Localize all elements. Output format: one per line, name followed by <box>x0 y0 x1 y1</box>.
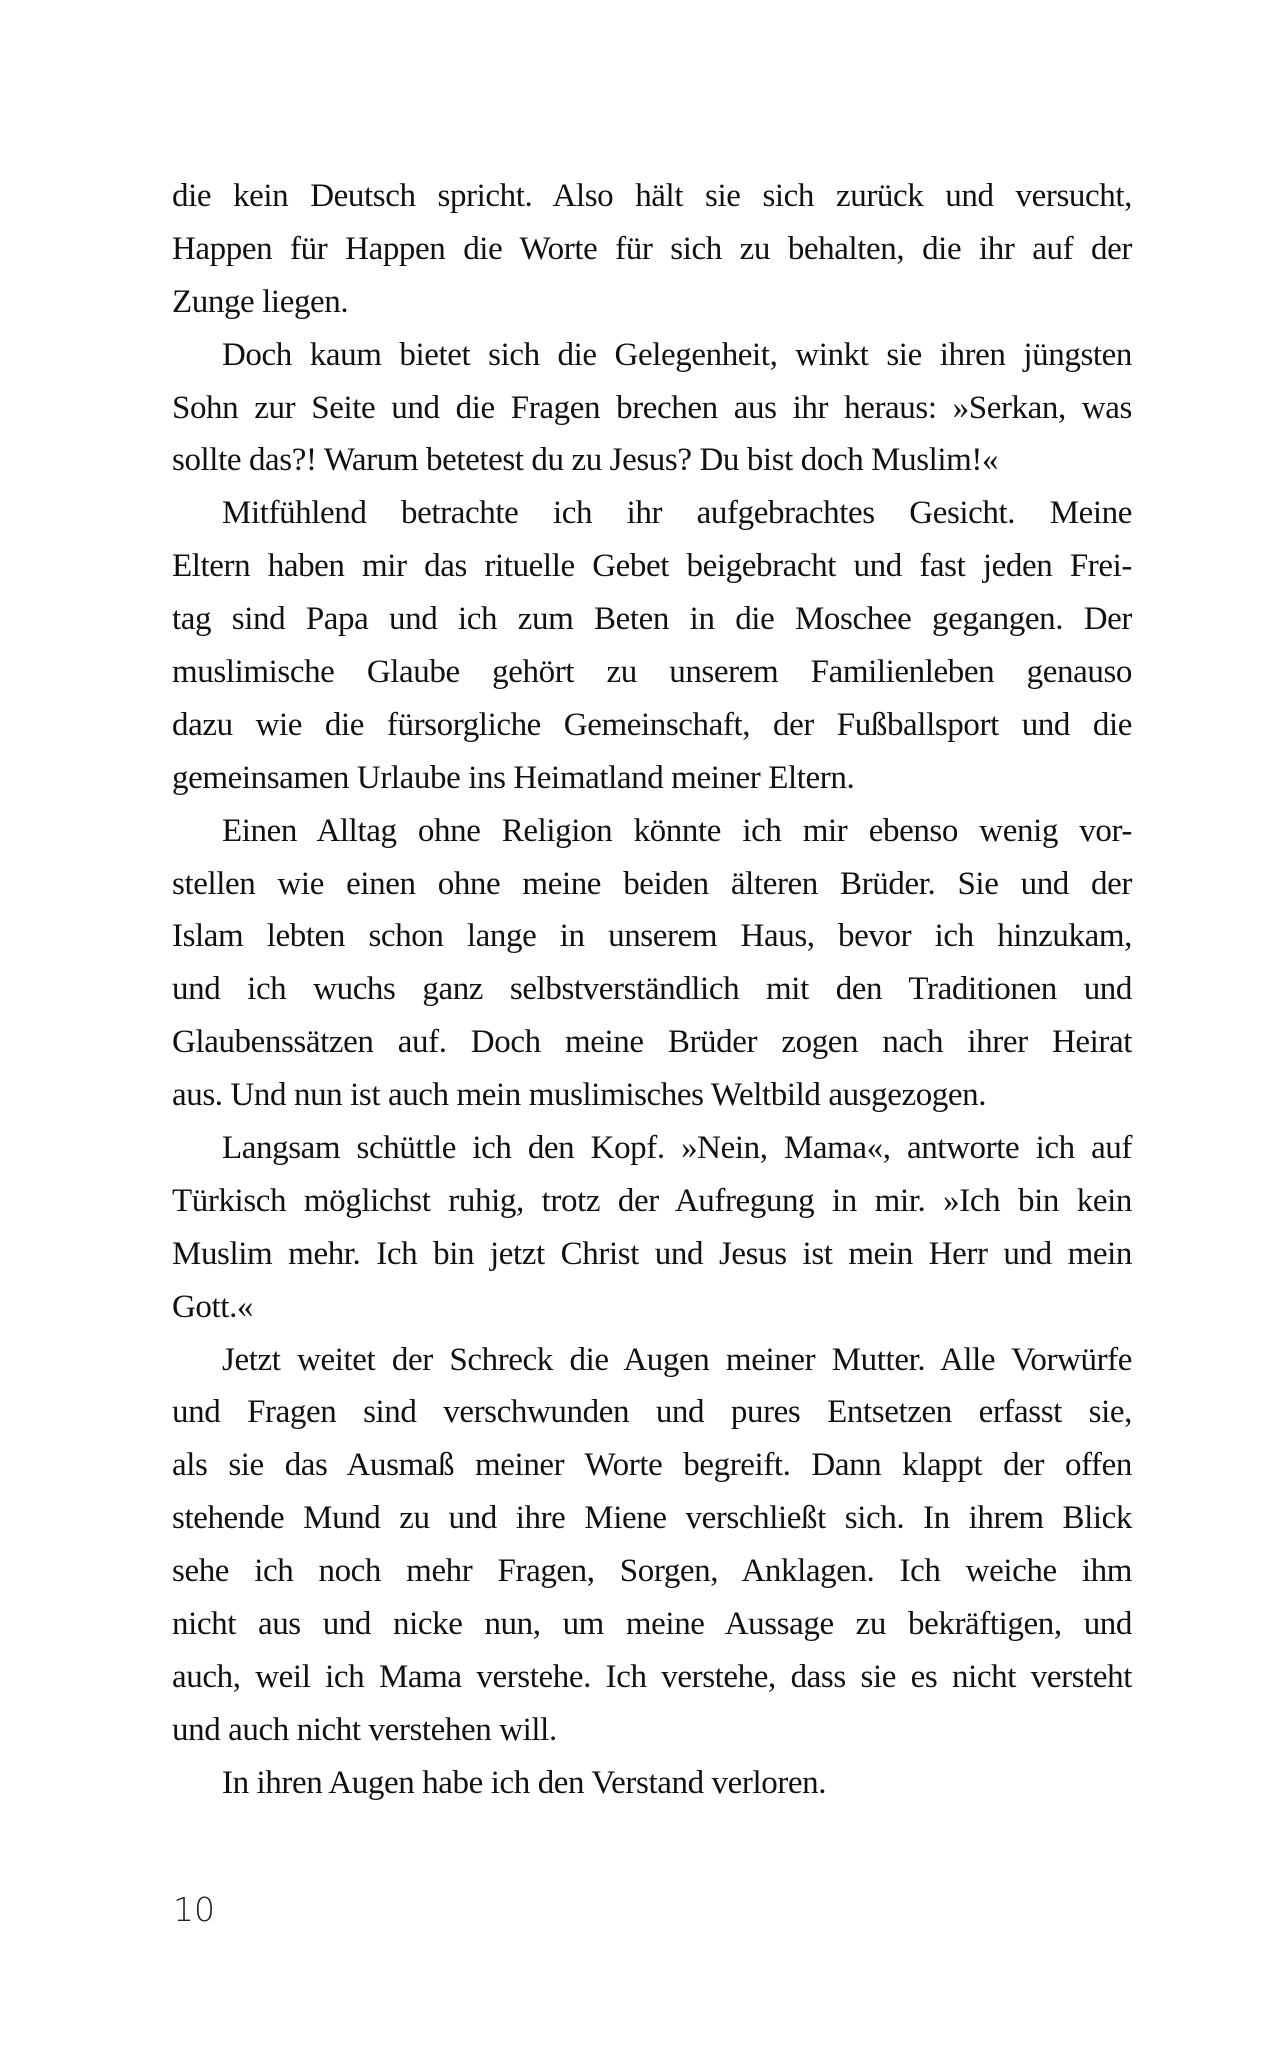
text-line: und Fragen sind verschwunden und pures Entsetzen erfasst sie, <box>172 1394 1132 1431</box>
text-line: sehe ich noch mehr Fragen, Sorgen, Anklagen. Ich weiche ihm <box>172 1553 1132 1590</box>
text-line: dazu wie die fürsorgliche Gemeinschaft, der Fußballsport und die <box>172 706 1132 743</box>
text-line: Doch kaum bietet sich die Gelegenheit, winkt sie ihren jüngsten <box>222 336 1132 373</box>
text-line: und auch nicht verstehen will. <box>172 1711 557 1748</box>
text-line: Mitfühlend betrachte ich ihr aufgebrachtes Gesicht. Meine <box>222 495 1132 532</box>
paragraph <box>172 805 1132 1122</box>
text-line: die kein Deutsch spricht. Also hält sie sich zurück und versucht, <box>172 178 1132 214</box>
text-line: Zunge liegen. <box>172 283 349 320</box>
paragraph <box>172 487 1132 804</box>
text-line: Happen für Happen die Worte für sich zu behalten, die ihr auf der <box>172 230 1132 267</box>
text-line: und ich wuchs ganz selbstverständlich mit den Traditionen und <box>172 971 1132 1008</box>
text-line: aus. Und nun ist auch mein muslimisches Weltbild ausgezogen. <box>172 1077 987 1114</box>
text-line: stellen wie einen ohne meine beiden älteren Brüder. Sie und der <box>172 865 1132 902</box>
text-line: gemeinsamen Urlaube ins Heimatland meiner Eltern. <box>172 759 855 796</box>
paragraph <box>172 1334 1132 1757</box>
text-line: auch, weil ich Mama verstehe. Ich verstehe, dass sie es nicht versteht <box>172 1658 1132 1695</box>
text-line: stehende Mund zu und ihre Miene verschließt sich. In ihrem Blick <box>172 1500 1132 1537</box>
text-line: Jetzt weitet der Schreck die Augen meiner Mutter. Alle Vorwürfe <box>222 1341 1132 1378</box>
text-line: Langsam schüttle ich den Kopf. »Nein, Mama«, antworte ich auf <box>222 1130 1132 1167</box>
text-line: muslimische Glaube gehört zu unserem Familienleben genauso <box>172 654 1132 691</box>
text-line: sollte das?! Warum betetest du zu Jesus? Du bist doch Muslim!« <box>172 442 999 479</box>
paragraph <box>172 329 1132 488</box>
text-line: Türkisch möglichst ruhig, trotz der Aufregung in mir. »Ich bin kein <box>172 1182 1132 1219</box>
text-line: Muslim mehr. Ich bin jetzt Christ und Jesus ist mein Herr und mein <box>172 1235 1132 1272</box>
text-line: In ihren Augen habe ich den Verstand verloren. <box>222 1764 827 1801</box>
paragraph <box>172 1122 1132 1334</box>
text-line: als sie das Ausmaß meiner Worte begreift. Dann klappt der offen <box>172 1447 1132 1484</box>
page-number: 10 <box>173 1890 215 1929</box>
body-text <box>172 170 1132 1810</box>
text-line: Eltern haben mir das rituelle Gebet beigebracht und fast jeden Frei- <box>172 548 1132 585</box>
text-line: Einen Alltag ohne Religion könnte ich mir ebenso wenig vor- <box>222 812 1132 849</box>
text-line: Gott.« <box>172 1288 254 1325</box>
text-line: Islam lebten schon lange in unserem Haus, bevor ich hinzukam, <box>172 918 1132 955</box>
text-line: nicht aus und nicke nun, um meine Aussage zu bekräftigen, und <box>172 1606 1132 1643</box>
paragraph <box>172 170 1132 329</box>
text-line: Glaubenssätzen auf. Doch meine Brüder zogen nach ihrer Heirat <box>172 1024 1132 1061</box>
paragraph <box>172 1757 1132 1810</box>
text-line: tag sind Papa und ich zum Beten in die Moschee gegangen. Der <box>172 601 1132 638</box>
text-line: Sohn zur Seite und die Fragen brechen aus ihr heraus: »Serkan, was <box>172 389 1132 426</box>
